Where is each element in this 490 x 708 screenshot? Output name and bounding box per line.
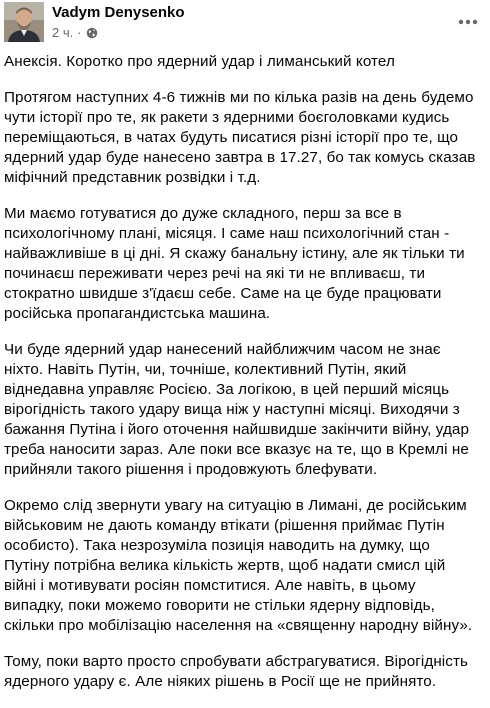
post-paragraph: Протягом наступних 4-6 тижнів ми по кілька разів на день будемо чути історії про те, як ракети з ядерними боєголовками кудись переміщаються, в чатах будуть писатися різні історії про те, що ядерний удар буде нанесено завтра в 17.27, бо так комусь сказав міфічний представник розвідки і т.д. xyxy=(4,89,476,186)
post-body xyxy=(4,52,478,708)
post-meta xyxy=(52,25,98,40)
ellipsis-icon xyxy=(458,19,478,25)
post-paragraph-title: Анексія. Коротко про ядерний удар і лиманський котел xyxy=(4,53,395,70)
post-paragraph: Тому, поки варто просто спробувати абстрагуватися. Вірогідність ядерного удару є. Але ніяких рішень в Росії ще не прийнято. xyxy=(4,653,469,690)
post-timestamp[interactable]: 2 ч. xyxy=(52,25,74,40)
author-avatar[interactable] xyxy=(4,2,44,42)
post-paragraph: Чи буде ядерний удар нанесений найближчим часом не знає ніхто. Навіть Путін, чи, точніше, колективний Путін, який віднедавна управляє Росією. За логікою, в цей перший місяць вірогідність такого удару вища ніж у наступні місяці. Виходячи з бажання Путіна і його оточення найшвидше закінчити війну, удар треба наносити зараз. Але поки все вказує на те, що в Кремлі не прийняли такого рішення і продовжують блефувати. xyxy=(4,341,470,478)
avatar-image xyxy=(4,2,44,42)
post-header xyxy=(0,0,490,44)
more-options-button[interactable] xyxy=(454,8,482,36)
meta-separator: · xyxy=(77,25,82,40)
author-name[interactable]: Vadym Denysenko xyxy=(52,4,185,21)
post-paragraph: Окремо слід звернути увагу на ситуацію в Лимані, де російським військовим не дають команду втікати (рішення приймає Путін особисто). Така незрозуміла позиція наводить на думку, що Путіну потрібна велика кількість жертв, щоб надати смисл цій війні і мотивувати росіян помститися. Але навіть, в цьому випадку, поки можемо говорити не стільки ядерну відповідь, скільки про мобілізацію населення на «священну народну війну». xyxy=(4,497,473,634)
globe-icon[interactable] xyxy=(86,27,98,39)
post-paragraph: Ми маємо готуватися до дуже складного, перш за все в психологічному плані, місяця. І саме наш психологічний стан - найважливіше в ці дні. Я скажу банальну істину, але як тільки ти починаєш переживати через речі на які ти не впливаєш, ти стократно швидше з'їдаєш себе. Саме на це буде працювати російська пропагандистська машина. xyxy=(4,205,465,322)
